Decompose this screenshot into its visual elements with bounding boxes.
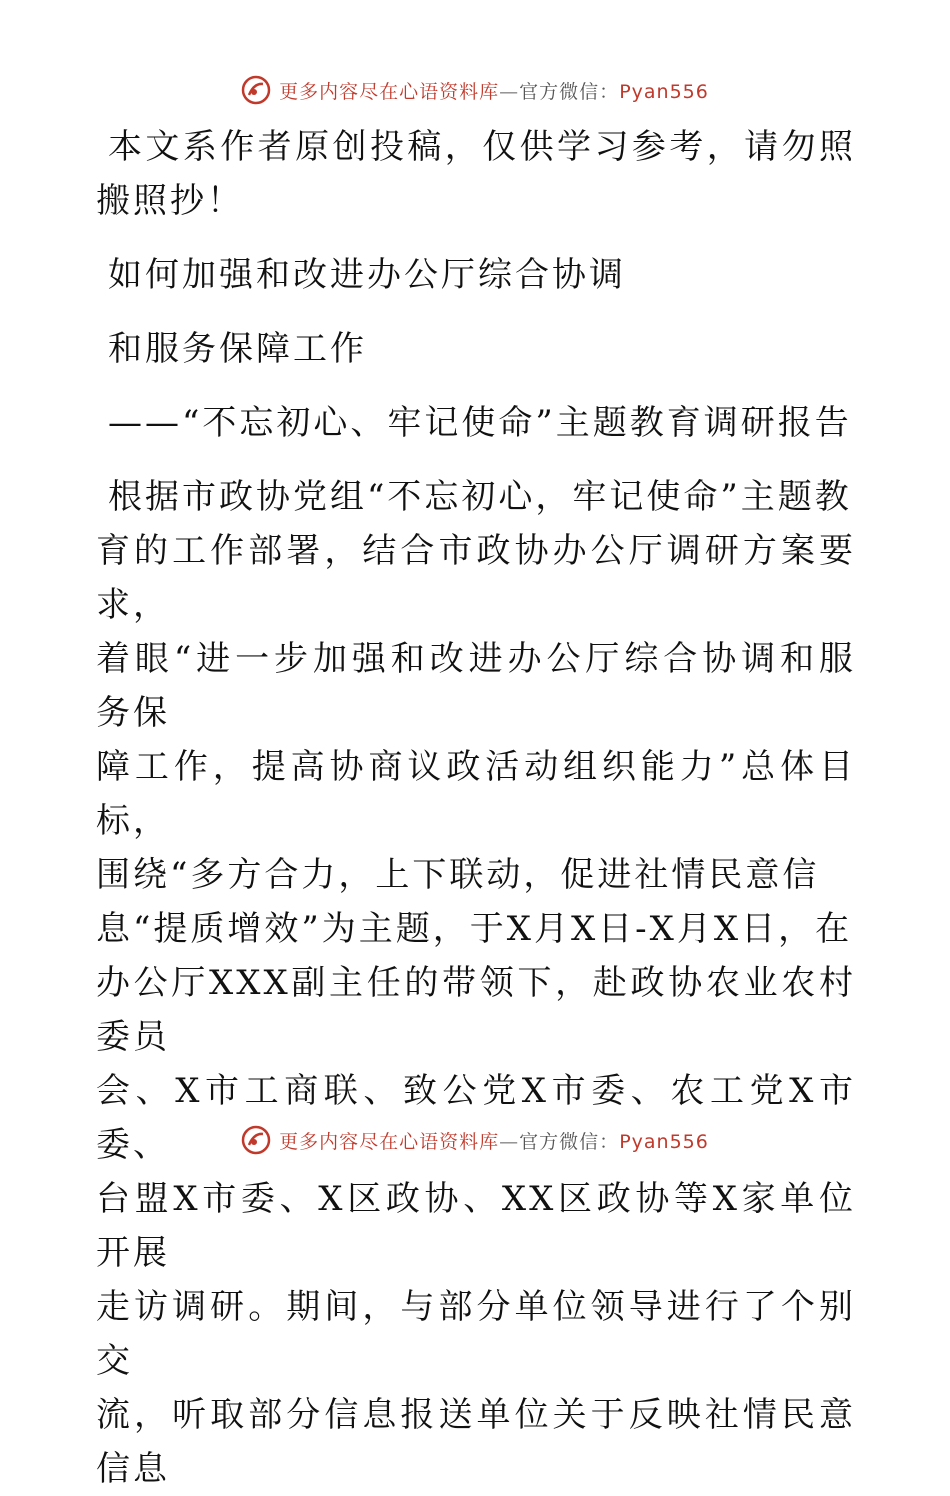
watermark-text [279,1127,709,1154]
watermark-contact-label: 官方微信： [519,1130,620,1153]
body-line: 围绕“多方合力，上下联动，促进社情民意信 [96,855,820,895]
watermark-contact-id: Pyan556 [619,1130,709,1153]
header-watermark [0,72,950,108]
body-line: 息“提质增效”为主题，于X月X日-X月X日，在 [96,909,853,949]
subtitle: ——“不忘初心、牢记使命”主题教育调研报告 [108,403,852,443]
body-line: 流，听取部分信息报送单位关于反映社情民意信息 [96,1395,856,1489]
title-line-2: 和服务保障工作 [108,329,367,369]
body-line: 障工作，提高协商议政活动组织能力”总体目标， [96,747,856,841]
watermark-dash: — [499,1130,520,1153]
watermark-site: 更多内容尽在心语资料库 [279,80,500,103]
watermark-contact-id: Pyan556 [619,80,709,103]
watermark-text [279,77,709,104]
watermark-dash: — [499,80,520,103]
brand-logo-icon [241,75,271,105]
body-line: 办公厅XXX副主任的带领下，赴政协农业农村委员 [96,963,856,1057]
body-paragraph [96,470,856,1496]
body-line: 走访调研。期间，与部分单位领导进行了个别交 [96,1287,856,1381]
footer-watermark [0,1122,950,1158]
copyright-notice: 本文系作者原创投稿，仅供学习参考，请勿照搬照抄！ [96,127,856,221]
body-line: 台盟X市委、X区政协、XX区政协等X家单位开展 [96,1179,856,1273]
title-line-1: 如何加强和改进办公厅综合协调 [108,255,626,295]
body-line: 育的工作部署，结合市政协办公厅调研方案要求， [96,531,856,625]
body-line: 会、X市工商联、致公党X市委、农工党X市委、 [96,1071,856,1165]
watermark-contact-label: 官方微信： [519,80,620,103]
brand-logo-icon [241,1125,271,1155]
body-line: 着眼“进一步加强和改进办公厅综合协调和服务保 [96,639,856,733]
document-content [96,120,856,1496]
body-line: 根据市政协党组“不忘初心，牢记使命”主题教 [108,477,852,517]
watermark-site: 更多内容尽在心语资料库 [279,1130,500,1153]
